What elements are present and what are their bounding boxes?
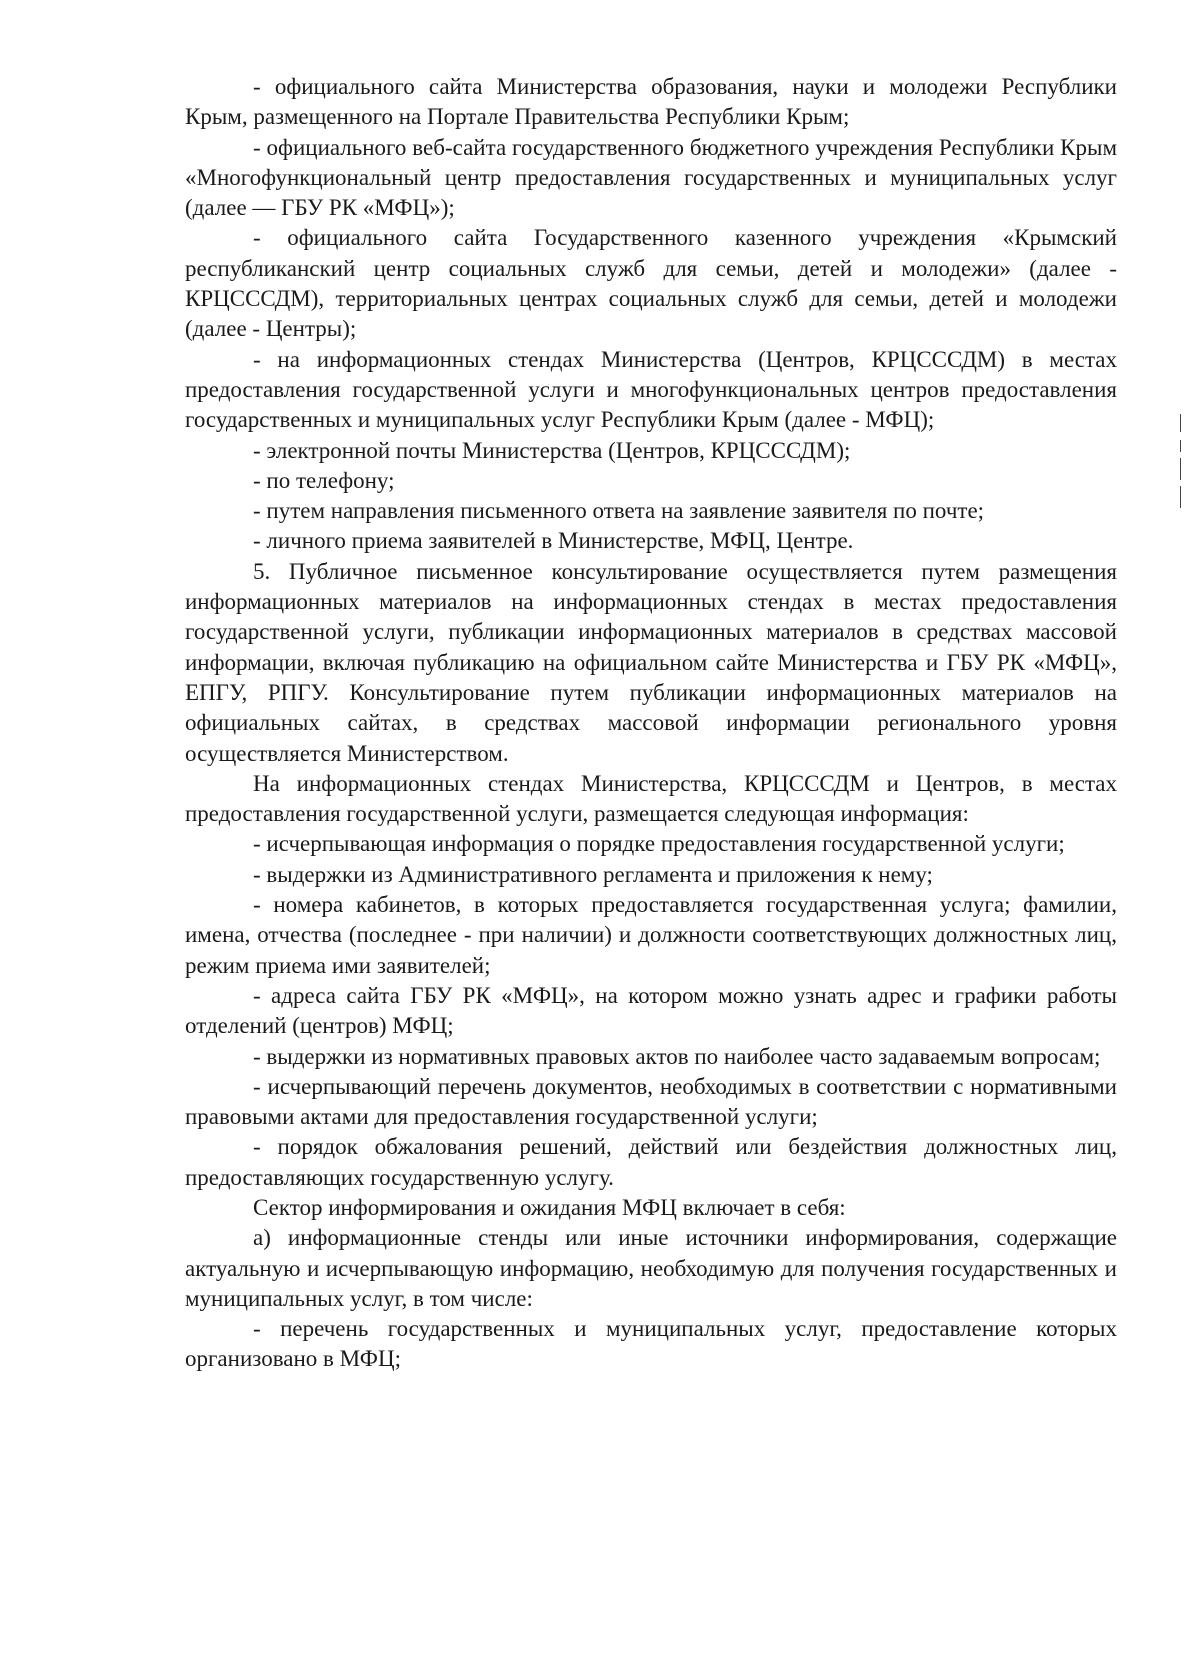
paragraph-written-reply: - путем направления письменного ответа на заявление заявителя по почте;	[253, 498, 985, 524]
paragraph-info-source-krcsssdm-site: - официального сайта Государственного казенного учреждения «Крымский республиканский центр социальных служб для семьи, детей и молодежи» (далее - КРЦСССДМ), территориальных центрах социальных служб для семьи, детей и молодежи (далее - Центры);	[185, 225, 1117, 342]
paragraph-info-stands-a: а) информационные стенды или иные источники информирования, содержащие актуальную и исчерпывающую информацию, необходимую для получения государственных и муниципальных услуг, в том числе:	[185, 1225, 1117, 1311]
paragraph-legal-extracts: - выдержки из нормативных правовых актов по наиболее часто задаваемым вопросам;	[253, 1043, 1101, 1069]
paragraph-documents-list: - исчерпывающий перечень документов, необходимых в соответствии с нормативными правовыми актами для предоставления государственной услуги;	[185, 1073, 1117, 1130]
paragraph-office-numbers: - номера кабинетов, в которых предоставляется государственная услуга; фамилии, имена, отчества (последнее - при наличии) и должности соответствующих должностных лиц, режим приема ими заявителей;	[185, 892, 1117, 978]
paragraph-info-source-ministry-site: - официального сайта Министерства образования, науки и молодежи Республики Крым, размещенного на Портале Правительства Республики Крым;	[185, 74, 1117, 130]
paragraph-phone: - по телефону;	[253, 467, 395, 493]
paragraph-regulation-extracts: - выдержки из Административного регламента и приложения к нему;	[253, 861, 933, 887]
paragraph-section-5: 5. Публичное письменное консультирование осуществляется путем размещения информационных материалов на информационных стендах в местах предоставления государственной услуги, публикации информационных материалов в средствах массовой информации, включая публикацию на официальном сайте Министерства и ГБУ РК «МФЦ», ЕПГУ, РПГУ. Консультирование путем публикации информационных материалов на официальных сайтах, в средствах массовой информации регионального уровня осуществляется Министерством.	[185, 558, 1117, 766]
scan-margin-marks	[1180, 414, 1186, 514]
paragraph-personal-reception: - личного приема заявителей в Министерстве, МФЦ, Центре.	[253, 528, 854, 554]
paragraph-appeal-procedure: - порядок обжалования решений, действий или бездействия должностных лиц, предоставляющих государственную услугу.	[185, 1134, 1117, 1190]
paragraph-mfc-sector: Сектор информирования и ожидания МФЦ включает в себя:	[253, 1194, 846, 1220]
paragraph-stands-intro: На информационных стендах Министерства, КРЦСССДМ и Центров, в местах предоставления государственной услуги, размещается следующая информация:	[185, 770, 1117, 827]
paragraph-services-list: - перечень государственных и муниципальных услуг, предоставление которых организовано в МФЦ;	[185, 1316, 1117, 1372]
paragraph-mfc-address: - адреса сайта ГБУ РК «МФЦ», на котором можно узнать адрес и графики работы отделений (центров) МФЦ;	[185, 982, 1117, 1039]
paragraph-exhaustive-info: - исчерпывающая информация о порядке предоставления государственной услуги;	[253, 831, 1065, 857]
document-body	[185, 72, 1117, 1375]
paragraph-email: - электронной почты Министерства (Центров, КРЦСССДМ);	[253, 437, 851, 463]
paragraph-info-source-mfc-site: - официального веб-сайта государственного бюджетного учреждения Республики Крым «Многофункциональный центр предоставления государственных и муниципальных услуг (далее — ГБУ РК «МФЦ»);	[185, 134, 1117, 221]
paragraph-info-stands: - на информационных стендах Министерства (Центров, КРЦСССДМ) в местах предоставления государственной услуги и многофункциональных центров предоставления государственных и муниципальных услуг Республики Крым (далее - МФЦ);	[185, 346, 1117, 433]
